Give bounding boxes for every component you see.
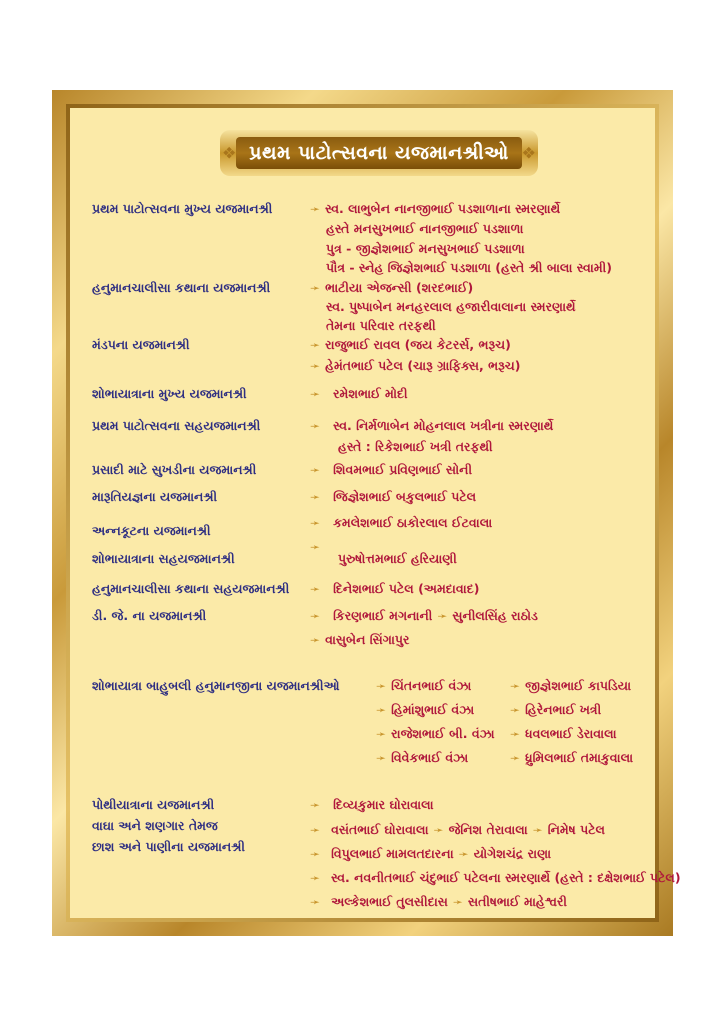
list-item: ➛ દિનેશભાઈ પટેલ (અમદાવાદ) xyxy=(310,581,480,596)
list-item: ➛ કિરણભાઈ મગનાની ➛ સુનીલસિંહ રાઠોડ xyxy=(310,608,538,623)
arrow-icon: ➛ xyxy=(433,823,444,837)
list-item: ➛ વિવેકભાઈ વંઝા xyxy=(376,750,469,765)
list-item: પુરુષોત્તમભાઈ હરિયાણી xyxy=(338,551,457,566)
label-chalisa-co-host: હનુમાનચાલીસા કથાના સહયજમાનશ્રી xyxy=(92,581,290,596)
list-item: ➛ વાસુબેન સિંગાપુર xyxy=(310,632,410,647)
list-item: ➛ ભાટીયા એજન્સી (શરદભાઈ) xyxy=(310,280,474,295)
list-item: હસ્તે : રિકેશભાઈ ખત્રી તરફથી xyxy=(338,439,493,454)
arrow-icon: ➛ xyxy=(310,202,321,216)
label-sukhdi-host: પ્રસાદી માટે સુખડીના યજમાનશ્રી xyxy=(92,462,257,477)
label-annakut-host: અન્નકૂટના યજમાનશ્રી xyxy=(92,523,211,538)
label-chhash-pani-host: છાશ અને પાણીના યજમાનશ્રી xyxy=(92,839,245,854)
list-item: પુત્ર - જીજ્ઞેશભાઈ મનસુખભાઈ પડશાળા xyxy=(326,241,525,256)
gold-frame xyxy=(52,90,681,936)
list-item: ➛ કમલેશભાઈ ઠાકોરલાલ ઈટવાલા xyxy=(310,515,493,530)
arrow-icon: ➛ xyxy=(458,847,469,861)
arrow-icon: ➛ xyxy=(376,703,387,717)
list-item: ➛ ધ્રુમિલભાઈ તમાકુવાલા xyxy=(510,750,634,765)
list-item: ➛ ચિંતનભાઈ વંઝા xyxy=(376,678,472,693)
arrow-icon: ➛ xyxy=(532,823,543,837)
ornament-left-icon: ❖ xyxy=(222,143,237,163)
list-item: ➛ સ્વ. લાભુબેન નાનજીભાઈ પડશાળાના સ્મરણાર્થે xyxy=(310,201,561,216)
ornament-right-icon: ❖ xyxy=(521,143,536,163)
arrow-icon: ➛ xyxy=(310,633,321,647)
arrow-icon: ➛ xyxy=(376,679,387,693)
arrow-icon: ➛ xyxy=(310,582,321,596)
list-item: ➛ જિજ્ઞેશભાઈ બકુલભાઈ પટેલ xyxy=(310,489,477,504)
list-item: સ્વ. પુષ્પાબેન મનહરલાલ હજારીવાલાના સ્મરણાર્થે xyxy=(326,299,576,314)
arrow-icon: ➛ xyxy=(510,751,521,765)
arrow-icon: ➛ xyxy=(376,751,387,765)
arrow-icon: ➛ xyxy=(376,727,387,741)
list-item xyxy=(310,539,325,554)
arrow-icon: ➛ xyxy=(310,895,321,909)
label-procession-main-host: શોભાયાત્રાના મુખ્ય યજમાનશ્રી xyxy=(92,386,247,401)
frame-inner-border xyxy=(66,104,681,922)
list-item: તેમના પરિવાર તરફથી xyxy=(326,318,436,333)
label-vagha-shangar: વાઘા અને શણગાર તેમજ xyxy=(92,818,218,833)
arrow-icon: ➛ xyxy=(310,490,321,504)
arrow-icon: ➛ xyxy=(510,679,521,693)
arrow-icon: ➛ xyxy=(437,609,448,623)
list-item: ➛ રાજુભાઈ રાવલ (જય કેટરર્સ, ભરૂચ) xyxy=(310,337,511,352)
list-item: ➛ ધવલભાઈ ડેરાવાલા xyxy=(510,726,617,741)
list-item: ➛ વિપુલભાઈ મામલતદારના ➛ યોગેશચંદ્ર રાણા xyxy=(310,846,552,861)
arrow-icon: ➛ xyxy=(310,387,321,401)
label-mandap-host: મંડપના યજમાનશ્રી xyxy=(92,337,190,352)
list-item: ➛ સ્વ. નવનીતભાઈ ચંદુભાઈ પટેલના સ્મરણાર્થે (હસ્તે : દક્ષેશભાઈ પટેલ) xyxy=(310,870,681,885)
arrow-icon: ➛ xyxy=(310,540,321,554)
arrow-icon: ➛ xyxy=(310,419,321,433)
list-item: ➛ રાજેશભાઈ બી. વંઝા xyxy=(376,726,495,741)
list-item: ➛ હેમંતભાઈ પટેલ (ચારૂ ગ્રાફિક્સ, ભરૂચ) xyxy=(310,358,521,373)
list-item: ➛ જીજ્ઞેશભાઈ કાપડિયા xyxy=(510,678,632,693)
arrow-icon: ➛ xyxy=(510,703,521,717)
list-item: ➛ દિવ્યકુમાર ઘોરાવાલા xyxy=(310,797,434,812)
list-item: ➛ અલ્કેશભાઈ તુલસીદાસ ➛ સતીષભાઈ માહેશ્વરી xyxy=(310,894,567,909)
label-dj-host: ડી. જે. ના યજમાનશ્રી xyxy=(92,608,207,623)
arrow-icon: ➛ xyxy=(310,609,321,623)
list-item: હસ્તે મનસુખભાઈ નાનજીભાઈ પડશાળા xyxy=(326,221,524,236)
arrow-icon: ➛ xyxy=(310,516,321,530)
title-banner xyxy=(220,130,538,176)
arrow-icon: ➛ xyxy=(310,823,321,837)
label-hanuman-chalisa-host: હનુમાનચાલીસા કથાના યજમાનશ્રી xyxy=(92,280,271,295)
label-procession-co-host: શોભાયાત્રાના સહયજમાનશ્રી xyxy=(92,551,235,566)
banner-plaque xyxy=(236,137,522,169)
page-title: પ્રથમ પાટોત્સવના યજમાનશ્રીઓ xyxy=(249,142,509,164)
arrow-icon: ➛ xyxy=(310,847,321,861)
arrow-icon: ➛ xyxy=(310,871,321,885)
arrow-icon: ➛ xyxy=(510,727,521,741)
label-co-host: પ્રથમ પાટોત્સવના સહયજમાનશ્રી xyxy=(92,418,261,433)
list-item: ➛ હિરેનભાઈ ખત્રી xyxy=(510,702,602,717)
content-panel xyxy=(70,108,681,918)
list-item: ➛ વસંતભાઈ ઘોરાવાલા ➛ જેનિશ તેરાવાલા ➛ નિમેષ પટેલ xyxy=(310,822,605,837)
list-item: પૌત્ર - સ્નેહ જિજ્ઞેશભાઈ પડશાળા (હસ્તે શ્રી બાલા સ્વામી) xyxy=(326,260,612,275)
label-maruti-yagna-host: મારૂતિયજ્ઞના યજમાનશ્રી xyxy=(92,489,218,504)
arrow-icon: ➛ xyxy=(310,798,321,812)
label-main-host: પ્રથમ પાટોત્સવના મુખ્ય યજમાનશ્રી xyxy=(92,201,273,216)
label-pothi-yatra-host: પોથીયાત્રાના યજમાનશ્રી xyxy=(92,797,215,812)
arrow-icon: ➛ xyxy=(310,281,321,295)
label-bahubali-procession-hosts: શોભાયાત્રા બાહુબલી હનુમાનજીના યજમાનશ્રીઓ xyxy=(92,678,340,693)
list-item: ➛ રમેશભાઈ મોદી xyxy=(310,386,408,401)
list-item: ➛ શિવમભાઈ પ્રવિણભાઈ સોની xyxy=(310,462,473,477)
list-item: ➛ હિમાંશુભાઈ વંઝા xyxy=(376,702,475,717)
arrow-icon: ➛ xyxy=(452,895,463,909)
arrow-icon: ➛ xyxy=(310,463,321,477)
arrow-icon: ➛ xyxy=(310,359,321,373)
arrow-icon: ➛ xyxy=(310,338,321,352)
list-item: ➛ સ્વ. નિર્મળાબેન મોહનલાલ ખત્રીના સ્મરણાર્થે xyxy=(310,418,554,433)
